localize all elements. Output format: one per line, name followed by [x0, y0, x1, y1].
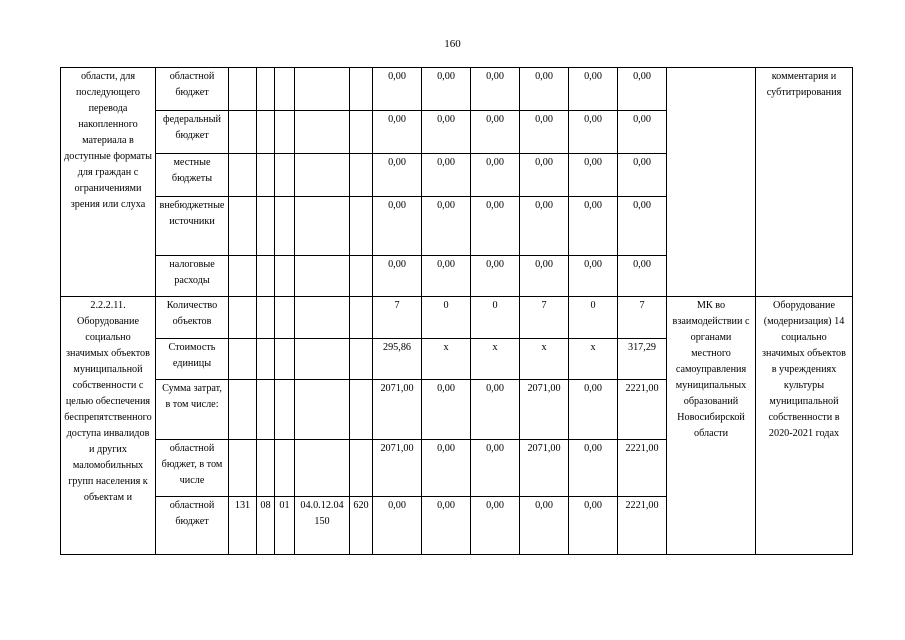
value-cell: 0,00	[422, 68, 471, 111]
value-cell: 0,00	[520, 197, 569, 256]
rz-cell: 08	[257, 497, 275, 555]
value-cell: 0,00	[569, 380, 618, 440]
value-cell: 0,00	[422, 256, 471, 297]
result-cell: комментария и субтитрирования	[756, 68, 853, 297]
value-cell: 0,00	[422, 440, 471, 497]
source-cell: Сумма затрат, в том числе:	[156, 380, 229, 440]
value-cell: 0,00	[373, 154, 422, 197]
source-cell: Стоимость единицы	[156, 339, 229, 380]
value-cell: 2071,00	[520, 380, 569, 440]
value-cell: 0,00	[618, 197, 667, 256]
executor-cell	[667, 68, 756, 297]
value-cell: 0,00	[422, 497, 471, 555]
value-cell: 0,00	[471, 154, 520, 197]
csr-cell: 04.0.12.04150	[295, 497, 350, 555]
value-cell: 0,00	[618, 111, 667, 154]
value-cell: 0	[471, 297, 520, 339]
value-cell: 0,00	[520, 154, 569, 197]
table-row	[61, 68, 853, 111]
value-cell: x	[422, 339, 471, 380]
value-cell: 0,00	[471, 68, 520, 111]
value-cell: 2221,00	[618, 497, 667, 555]
grbs-cell: 131	[229, 497, 257, 555]
value-cell: 0,00	[471, 256, 520, 297]
source-cell: областной бюджет	[156, 68, 229, 111]
value-cell: 0,00	[373, 68, 422, 111]
value-cell: x	[471, 339, 520, 380]
value-cell: 2071,00	[373, 380, 422, 440]
value-cell: 0,00	[422, 197, 471, 256]
source-cell: областной бюджет	[156, 497, 229, 555]
measure-cell: области, для последующего перевода накопленного материала в доступные форматы для граждан с ограничениями зрения или слуха	[61, 68, 156, 297]
source-cell: федеральный бюджет	[156, 111, 229, 154]
executor-cell: МК во взаимодействии с органами местного самоуправления муниципальных образований Новосибирской области	[667, 297, 756, 555]
result-cell: Оборудование (модернизация) 14 социально значимых объектов в учреждениях культуры муниципальной собственности в 2020-2021 годах	[756, 297, 853, 555]
value-cell: 2221,00	[618, 440, 667, 497]
source-cell: внебюджетные источники	[156, 197, 229, 256]
value-cell: 0,00	[471, 440, 520, 497]
value-cell: 0,00	[569, 154, 618, 197]
value-cell: 0,00	[520, 111, 569, 154]
value-cell: 7	[618, 297, 667, 339]
value-cell: 0,00	[373, 111, 422, 154]
value-cell: 295,86	[373, 339, 422, 380]
value-cell: 0,00	[422, 111, 471, 154]
value-cell: 2071,00	[373, 440, 422, 497]
value-cell: 0,00	[569, 68, 618, 111]
value-cell: 2071,00	[520, 440, 569, 497]
value-cell: 0	[422, 297, 471, 339]
value-cell: 0,00	[471, 197, 520, 256]
value-cell: 0,00	[373, 197, 422, 256]
value-cell: 0,00	[569, 111, 618, 154]
value-cell: 0,00	[520, 256, 569, 297]
source-cell: Количество объектов	[156, 297, 229, 339]
page-number: 160	[444, 38, 461, 50]
value-cell: 0,00	[569, 256, 618, 297]
value-cell: 0,00	[569, 497, 618, 555]
table-row	[61, 297, 853, 339]
value-cell: 0,00	[569, 440, 618, 497]
value-cell: x	[569, 339, 618, 380]
value-cell: 0,00	[520, 497, 569, 555]
pr-cell: 01	[275, 497, 295, 555]
value-cell: 0,00	[618, 256, 667, 297]
vr-cell: 620	[350, 497, 373, 555]
value-cell: 7	[373, 297, 422, 339]
value-cell: 0,00	[618, 154, 667, 197]
source-cell: местные бюджеты	[156, 154, 229, 197]
value-cell: 0,00	[471, 111, 520, 154]
source-cell: областной бюджет, в том числе	[156, 440, 229, 497]
value-cell: x	[520, 339, 569, 380]
value-cell: 0,00	[373, 256, 422, 297]
value-cell: 0	[569, 297, 618, 339]
value-cell: 0,00	[422, 380, 471, 440]
value-cell: 0,00	[471, 380, 520, 440]
source-cell: налоговые расходы	[156, 256, 229, 297]
budget-table	[60, 67, 853, 555]
value-cell: 7	[520, 297, 569, 339]
value-cell: 0,00	[618, 68, 667, 111]
value-cell: 0,00	[520, 68, 569, 111]
value-cell: 2221,00	[618, 380, 667, 440]
value-cell: 317,29	[618, 339, 667, 380]
measure-cell: 2.2.2.11. Оборудование социально значимых объектов муниципальной собственности с целью обеспечения беспрепятственного доступа инвалидов и других маломобильных групп населения к объектам и	[61, 297, 156, 555]
value-cell: 0,00	[422, 154, 471, 197]
value-cell: 0,00	[373, 497, 422, 555]
value-cell: 0,00	[569, 197, 618, 256]
value-cell: 0,00	[471, 497, 520, 555]
